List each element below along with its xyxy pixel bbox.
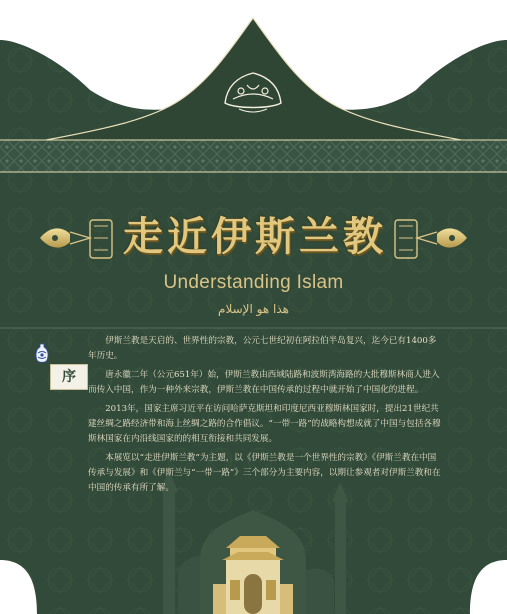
paragraph-3: 2013年，国家主席习近平在访问哈萨克斯坦和印度尼西亚穆斯林国家时，提出21世纪共建丝绸之路经济带和海上丝绸之路的合作倡议。“一带一路”的战略构想成就了中国与包括各穆斯林国家在内沿线国家的的相互衔接和共同发展。 <box>88 404 441 444</box>
paragraph-4: 本展览以“走进伊斯兰教”为主题，以《伊斯兰教是一个世界性的宗教》《伊斯兰教在中国传承与发展》和《伊斯兰与“一带一路”》三个部分为主要内容，以期让参观者对伊斯兰教和在中国的传承有所了解。 <box>88 453 441 493</box>
paragraph-1: 伊斯兰教是天启的、世界性的宗教，公元七世纪初在阿拉伯半岛复兴，迄今已有1400多年历史。 <box>88 336 437 361</box>
preface-label: 序 <box>50 364 88 390</box>
exhibit-title-arabic: هذا هو الإسلام <box>218 302 289 316</box>
paragraph-2: 唐永徽二年（公元651年）始，伊斯兰教由西域陆路和波斯湾海路的大批穆斯林商人进入而传入中国，作为一种外来宗教，伊斯兰教在中国传承的过程中就开始了中国化的进程。 <box>88 370 440 395</box>
exhibit-title-english: Understanding Islam <box>163 272 344 293</box>
porcelain-vase-icon <box>34 343 50 365</box>
preface-text <box>88 334 443 500</box>
exhibit-title: 走近伊斯兰教 <box>123 213 387 260</box>
lattice-band <box>0 140 507 172</box>
